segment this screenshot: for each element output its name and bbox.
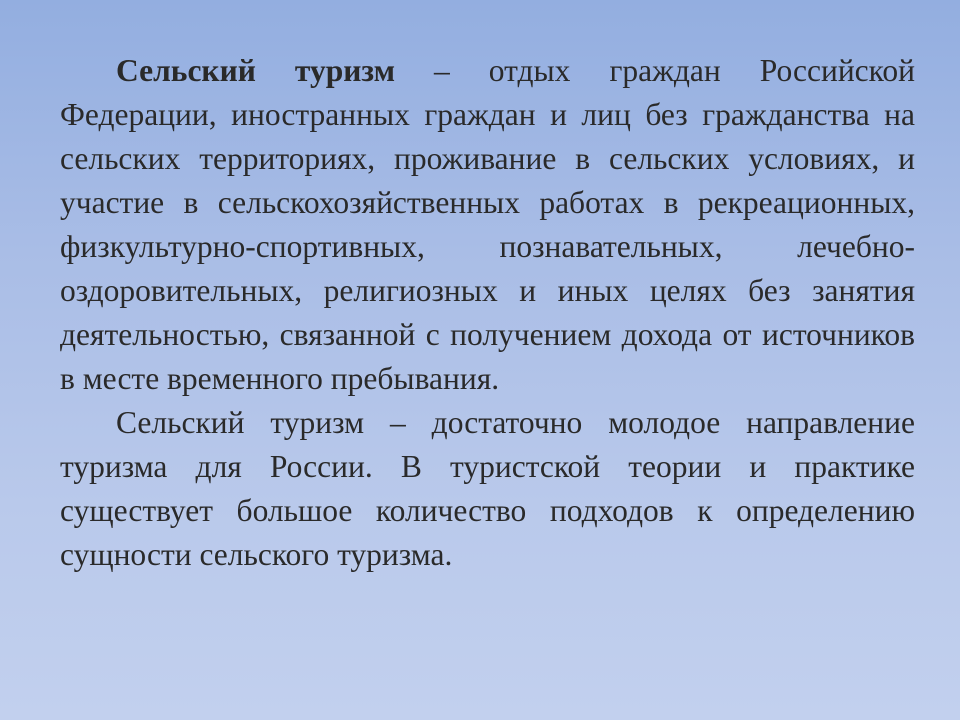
definition-text: – отдых граждан Российской Федерации, иностранных граждан и лиц без гражданства на сельских территориях, проживание в сельских условиях, и участие в сельскохозяйственных работах в рекреационных, физкультурно-спортивных, познавательных, лечебно-оздоровительных, религиозных и иных целях без занятия деятельностью, связанной с получением дохода от источников в месте временного пребывания. [60,53,915,396]
description-paragraph: Сельский туризм – достаточно молодое направление туризма для России. В туристской теории и практике существует большое количество подходов к определению сущности сельского туризма. [60,405,915,572]
definition-paragraph [60,49,915,401]
slide-text-body [60,49,915,577]
defined-term: Сельский туризм [116,53,396,88]
